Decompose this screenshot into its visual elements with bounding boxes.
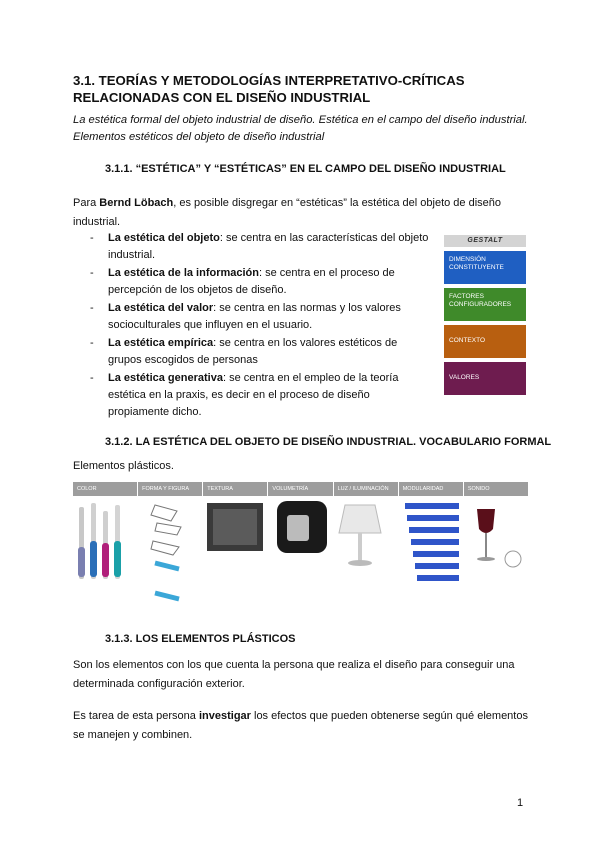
section-1-title: 3.1.1. “ESTÉTICA” Y “ESTÉTICAS” EN EL CAMPO DEL DISEÑO INDUSTRIAL (105, 163, 506, 175)
strip-label-form: FORMA Y FIGURA (138, 482, 203, 496)
gestalt-diagram (444, 235, 526, 398)
plastic-elements-strip (73, 482, 529, 496)
section-1-intro: Para Bernd Löbach, es posible disgregar en “estéticas” la estética del objeto de diseño industrial. (73, 197, 501, 228)
gestalt-box-factors: FACTORES CONFIGURADORES (444, 288, 526, 321)
section-3-title: 3.1.3. LOS ELEMENTOS PLÁSTICOS (105, 633, 296, 645)
section-3-paragraph-1: Son los elementos con los que cuenta la persona que realiza el diseño para conseguir una determinada configuración exterior. (73, 659, 515, 690)
section-3-paragraph-2: Es tarea de esta persona investigar los efectos que pueden obtenerse según qué elementos se manejen y combinen. (73, 710, 528, 741)
strip-label-texture: TEXTURA (203, 482, 268, 496)
list-item: - La estética del objeto: se centra en las características del objeto industrial. (90, 232, 429, 261)
author-name: Bernd Löbach (99, 197, 174, 209)
strip-label-light: LUZ / ILUMINACIÓN (334, 482, 399, 496)
subtitle: La estética formal del objeto industrial de diseño. Estética en el campo del diseño industrial. Elementos estéticos del objeto de diseño industrial (73, 114, 528, 143)
strip-label-volume: VOLUMETRÍA (268, 482, 333, 496)
page-number: 1 (517, 797, 524, 809)
strip-label-sound: SONIDO (464, 482, 529, 496)
list-item: - La estética generativa: se centra en el empleo de la teoría estética en la praxis, es decir en el proceso de diseño propiamente dicho. (90, 372, 399, 418)
modular-trays-image (405, 503, 459, 581)
section-2-caption: Elementos plásticos. (73, 460, 174, 472)
page-heading: 3.1. TEORÍAS Y METODOLOGÍAS INTERPRETATIVO-CRÍTICAS RELACIONADAS CON EL DISEÑO INDUSTRIAL (73, 73, 465, 105)
gestalt-box-dimension: DIMENSIÓN CONSTITUYENTE (444, 251, 526, 284)
gestalt-box-context: CONTEXTO (444, 325, 526, 358)
lamp-image (339, 505, 381, 566)
gestalt-box-values: VALORES (444, 362, 526, 395)
aesthetics-list (90, 230, 430, 422)
wine-glass-image (477, 509, 521, 567)
plastic-elements-illustration (73, 497, 529, 617)
speaker-grille (213, 509, 257, 545)
section-2-title: 3.1.2. LA ESTÉTICA DEL OBJETO DE DISEÑO INDUSTRIAL. VOCABULARIO FORMAL (105, 436, 552, 448)
strip-label-modularity: MODULARIDAD (399, 482, 464, 496)
list-item: - La estética de la información: se centra en el proceso de percepción de los objetos de diseño. (90, 267, 395, 296)
coffee-machine-image (277, 501, 327, 553)
gestalt-header: GESTALT (444, 235, 526, 247)
strip-label-color: COLOR (73, 482, 138, 496)
list-item: - La estética del valor: se centra en las normas y los valores socioculturales que influyen en el usuario. (90, 302, 401, 331)
list-item: - La estética empírica: se centra en los valores estéticos de grupos escogidos de personas (90, 337, 398, 366)
toothbrushes-image (78, 503, 121, 579)
form-sketches-image (151, 505, 181, 599)
